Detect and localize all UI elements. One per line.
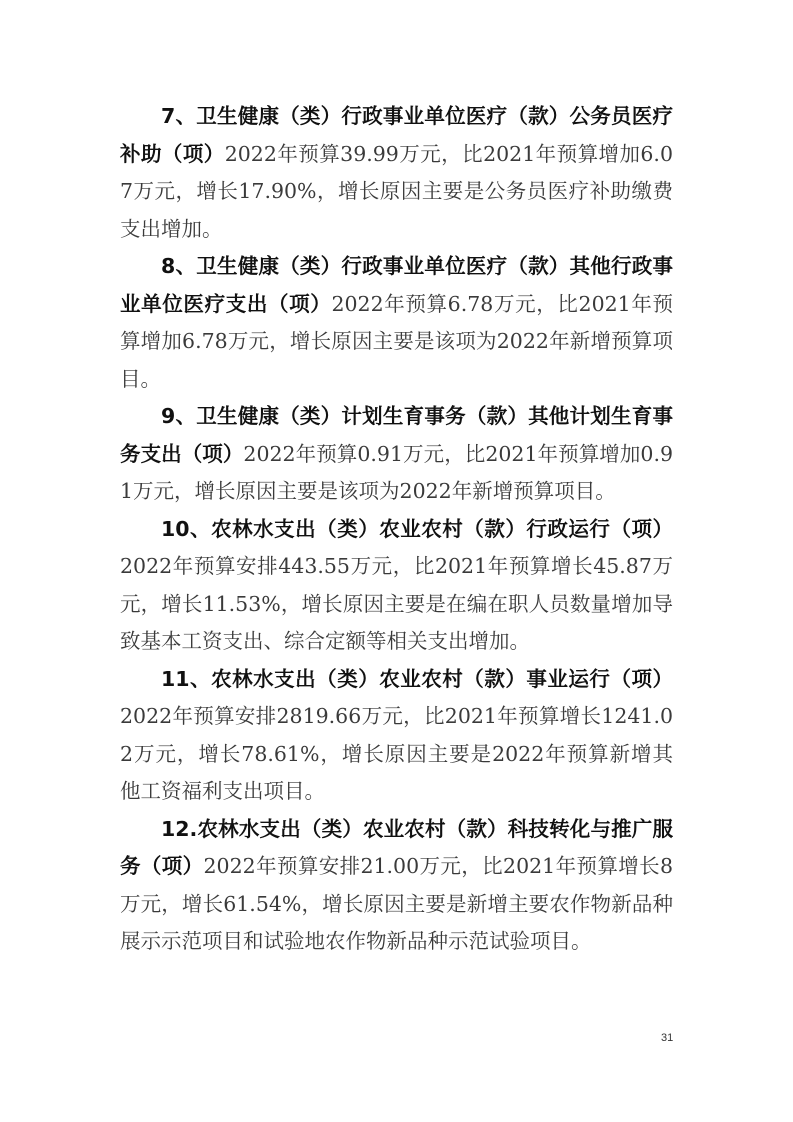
paragraph-heading: 7、卫生健康（类）行政事业单位医疗（款）公务员医疗补助（项） — [120, 104, 673, 166]
paragraph-item-8 — [120, 248, 673, 398]
paragraph-text: 2022年预算安排443.55万元，比2021年预算增长45.87万元，增长11.53%，增长原因主要是在编在职人员数量增加导致基本工资支出、综合定额等相关支出增加。 — [120, 554, 673, 653]
paragraph-item-7 — [120, 98, 673, 248]
paragraph-item-10 — [120, 511, 673, 661]
paragraph-text: 2022年预算安排21.00万元，比2021年预算增长8万元，增长61.54%，增长原因主要是新增主要农作物新品种展示示范项目和试验地农作物新品种示范试验项目。 — [120, 854, 673, 953]
paragraph-item-12 — [120, 811, 673, 961]
page-number: 31 — [661, 1032, 674, 1044]
paragraph-text: 2022年预算0.91万元，比2021年预算增加0.91万元，增长原因主要是该项为2022年新增预算项目。 — [120, 441, 673, 503]
paragraph-item-11 — [120, 661, 673, 811]
paragraph-heading: 12.农林水支出（类）农业农村（款）科技转化与推广服务（项） — [120, 816, 673, 878]
document-body — [120, 98, 673, 961]
paragraph-text: 2022年预算39.99万元，比2021年预算增加6.07万元，增长17.90%，增长原因主要是公务员医疗补助缴费支出增加。 — [120, 141, 673, 241]
paragraph-heading: 10、农林水支出（类）农业农村（款）行政运行（项） — [161, 516, 673, 541]
paragraph-heading: 8、卫生健康（类）行政事业单位医疗（款）其他行政事业单位医疗支出（项） — [120, 254, 673, 316]
paragraph-text: 2022年预算6.78万元，比2021年预算增加6.78万元，增长原因主要是该项为2022年新增预算项目。 — [120, 291, 673, 391]
paragraph-heading: 9、卫生健康（类）计划生育事务（款）其他计划生育事务支出（项） — [120, 404, 673, 466]
paragraph-text: 2022年预算安排2819.66万元，比2021年预算增长1241.02万元，增长78.61%，增长原因主要是2022年预算新增其他工资福利支出项目。 — [120, 704, 673, 803]
paragraph-heading: 11、农林水支出（类）农业农村（款）事业运行（项） — [161, 666, 673, 691]
paragraph-item-9 — [120, 398, 673, 511]
